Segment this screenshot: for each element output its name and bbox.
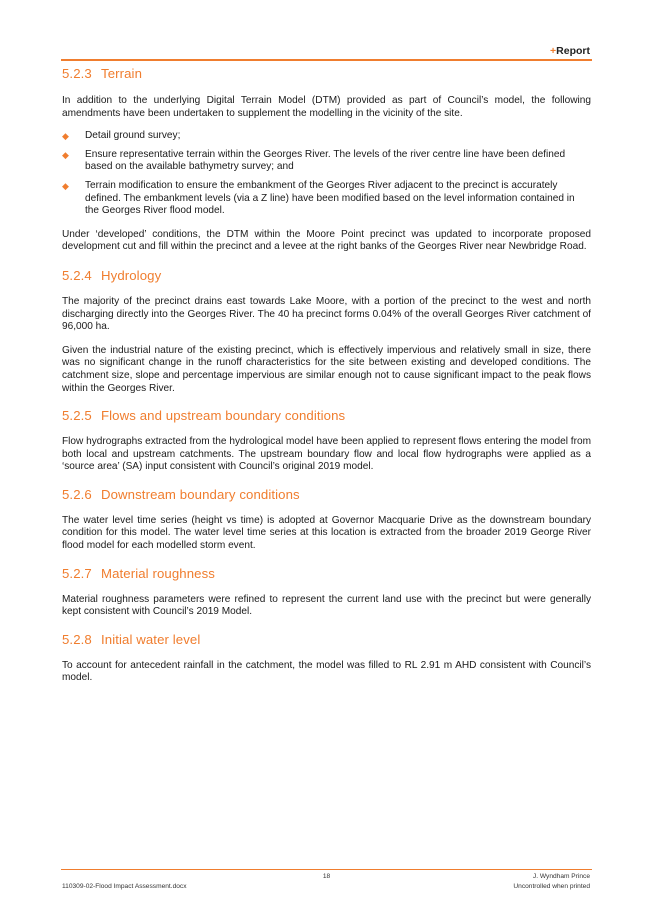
paragraph: Under ‘developed’ conditions, the DTM within the Moore Point precinct was updated to incorporate proposed development cut and fill within the precinct and a levee at the right banks of the Georges River near Newbridge Road. bbox=[62, 228, 591, 253]
bullet-icon: ◆ bbox=[62, 149, 69, 160]
header-divider bbox=[61, 59, 592, 61]
section-number: 5.2.6 bbox=[62, 486, 92, 502]
paragraph: Given the industrial nature of the existing precinct, which is effectively impervious and relatively small in size, there was no significant change in the runoff characteristics for the site between existing and developed conditions. The catchment size, slope and percentage impervious are similar enough not to cause significant impact to the peak flows within the Georges River. bbox=[62, 344, 591, 394]
paragraph: The water level time series (height vs time) is adopted at Governor Macquarie Drive as the downstream boundary condition for this model. The water level time series at this location is extracted from the broader 2019 George River flood model for each modelled storm event. bbox=[62, 514, 591, 552]
paragraph: The majority of the precinct drains east towards Lake Moore, with a portion of the precinct to the west and north discharging directly into the Georges River. The 40 ha precinct forms 0.04% of the overall Georges River catchment of 96,000 ha. bbox=[62, 295, 591, 333]
section-heading-hydrology bbox=[62, 268, 591, 283]
paragraph: In addition to the underlying Digital Terrain Model (DTM) provided as part of Council’s model, the following amendments have been undertaken to supplement the modelling in the vicinity of the site. bbox=[62, 95, 591, 119]
section-title: Material roughness bbox=[101, 565, 215, 581]
bullet-icon: ◆ bbox=[62, 180, 69, 191]
paragraph: To account for antecedent rainfall in the catchment, the model was filled to RL 2.91 m AHD consistent with Council’s model. bbox=[62, 659, 591, 684]
paragraph: Material roughness parameters were refined to represent the current land use with the precinct but were generally kept consistent with Council’s 2019 Model. bbox=[62, 593, 591, 618]
page-number: 18 bbox=[322, 873, 331, 880]
footer-company: J. Wyndham Prince bbox=[532, 873, 590, 880]
bullet-list bbox=[62, 130, 591, 218]
section-heading-initial-water-level bbox=[62, 632, 591, 647]
bullet-icon: ◆ bbox=[62, 131, 69, 142]
section-title: Flows and upstream boundary conditions bbox=[101, 408, 346, 424]
paragraph: Flow hydrographs extracted from the hydrological model have been applied to represent flows entering the model from both local and upstream catchments. The upstream boundary flow and local flow hydrographs were applied as a ‘source area’ (SA) input consistent with Council’s original 2019 model. bbox=[62, 436, 591, 473]
footer-divider bbox=[61, 869, 592, 870]
section-number: 5.2.3 bbox=[62, 66, 92, 81]
section-title: Terrain bbox=[101, 66, 143, 81]
section-number: 5.2.5 bbox=[62, 408, 92, 424]
footer-status: Uncontrolled when printed bbox=[513, 883, 590, 890]
section-number: 5.2.4 bbox=[62, 267, 92, 283]
list-item: ◆ Detail ground survey; bbox=[62, 130, 181, 142]
footer-document-name: 110309-02-Flood Impact Assessment.docx bbox=[62, 883, 187, 890]
header-report-label bbox=[550, 45, 590, 57]
list-item: ◆ Ensure representative terrain within the Georges River. The levels of the river centre line have been defined based on the available bathymetry survey; and bbox=[62, 148, 566, 173]
section-heading-flows bbox=[62, 408, 591, 423]
plus-mark: + bbox=[550, 45, 557, 57]
section-title: Hydrology bbox=[101, 267, 162, 283]
section-number: 5.2.7 bbox=[62, 565, 92, 581]
header-report-text: Report bbox=[556, 45, 590, 57]
section-title: Initial water level bbox=[101, 631, 201, 647]
section-title: Downstream boundary conditions bbox=[101, 486, 300, 502]
section-number: 5.2.8 bbox=[62, 631, 92, 647]
section-heading-downstream bbox=[62, 487, 591, 502]
list-item: ◆ Terrain modification to ensure the embankment of the Georges River adjacent to the precinct is accurately defined. The embankment levels (via a Z line) have been modified based on the level information contained in the Georges River flood model. bbox=[62, 179, 575, 217]
section-heading-material-roughness bbox=[62, 566, 591, 581]
document-body bbox=[62, 66, 591, 685]
section-heading-terrain bbox=[62, 66, 591, 81]
